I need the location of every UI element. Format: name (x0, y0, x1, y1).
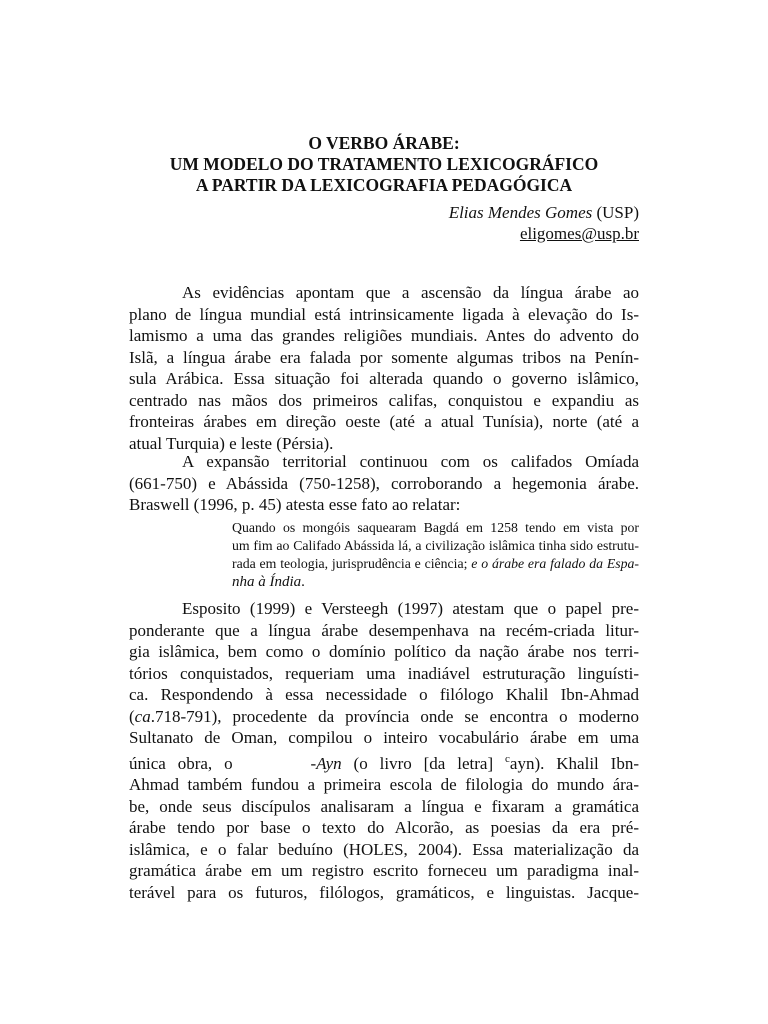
quote-line: Quando os mongóis saquearam Bagdá em 1258 tendo em vista por (232, 520, 639, 535)
text-line: sula Arábica. Essa situação foi alterada quando o governo islâmico, (129, 369, 639, 388)
author-line (449, 202, 639, 223)
text-line: centrado nas mãos dos primeiros califas, conquistou e expandiu as (129, 390, 639, 410)
quote-emphasis: e o árabe era falado da Espa- (471, 556, 640, 571)
text-line: Sultanato de Oman, compilou o inteiro vocabulário árabe em uma (129, 728, 639, 747)
text-fragment: (o livro [da letra] (341, 753, 506, 773)
superscript: c (505, 752, 510, 765)
text-emphasis: -Ayn (310, 753, 342, 773)
text-line: (661-750) e Abássida (750-1258), corroborando a hegemonia árabe. (129, 473, 639, 493)
text-line: plano de língua mundial está intrinsicamente ligada à elevação do Is- (129, 304, 639, 324)
title-line-2: UM MODELO DO TRATAMENTO LEXICOGRÁFICO (169, 154, 599, 174)
paragraph-3 (129, 598, 639, 903)
quote-line: um fim ao Califado Abássida lá, a civilização islâmica tinha sido estrutu- (232, 538, 639, 553)
text-line: gia islâmica, bem como o domínio político da nação árabe nos terri- (129, 642, 639, 661)
quote-line (232, 555, 639, 573)
quote-emphasis: nha à Índia (232, 574, 302, 590)
text-line: ca. Respondendo à essa necessidade o filólogo Khalil Ibn-Ahmad (129, 685, 639, 704)
text-line: Braswell (1996, p. 45) atesta esse fato ao relatar: (129, 495, 461, 514)
text-line: islâmica, e o falar beduíno (HOLES, 2004). Essa materialização da (129, 839, 639, 859)
text-fragment: .718-791), procedente da província onde se encontra o moderno (150, 706, 639, 726)
text-line: ponderante que a língua árabe desempenhava na recém-criada litur- (129, 620, 639, 640)
text-line: terável para os futuros, filólogos, gramáticos, e linguistas. Jacque- (129, 882, 639, 902)
author-email-link[interactable]: eligomes@usp.br (519, 224, 639, 243)
text-line (129, 706, 639, 728)
author-affiliation: (USP) (592, 203, 639, 222)
title-line-1: O VERBO ÁRABE: (308, 133, 460, 153)
paragraph-1 (129, 282, 639, 454)
paragraph-2 (129, 451, 639, 516)
text-line: fronteiras árabes em direção oeste (até a atual Tunísia), norte (até a (129, 412, 639, 431)
text-line: atual Turquia) e leste (Pérsia). (129, 433, 334, 453)
title-line-3: A PARTIR DA LEXICOGRAFIA PEDAGÓGICA (195, 175, 573, 195)
text-line: lamismo a uma das grandes religiões mundiais. Antes do advento do (129, 326, 639, 345)
quote-text: rada em teologia, jurisprudência e ciência; (232, 556, 472, 571)
text-fragment: ayn). Khalil Ibn- (509, 753, 639, 773)
quote-text: . (301, 574, 305, 590)
author-name: Elias Mendes Gomes (448, 203, 593, 222)
text-line (129, 749, 639, 775)
text-fragment: ( (129, 706, 135, 726)
text-line: A expansão territorial continuou com os califados Omíada (182, 452, 639, 471)
block-quote (232, 519, 639, 591)
text-line: gramática árabe em um registro escrito forneceu um paradigma inal- (129, 861, 639, 880)
text-line: Islã, a língua árabe era falada por somente algumas tribos na Penín- (129, 347, 639, 367)
text-line: Esposito (1999) e Versteegh (1997) atestam que o papel pre- (182, 599, 639, 618)
paper-title (0, 133, 768, 196)
text-line: Ahmad também fundou a primeira escola de filologia do mundo ára- (129, 775, 639, 794)
text-emphasis: ca (134, 706, 151, 726)
text-line: As evidências apontam que a ascensão da língua árabe ao (182, 283, 639, 302)
text-line: tórios conquistados, requeriam uma inadiável estruturação linguísti- (129, 663, 639, 683)
text-line: be, onde seus discípulos analisaram a língua e fixaram a gramática (129, 796, 639, 816)
quote-line (232, 573, 639, 591)
text-fragment: única obra, o (129, 753, 245, 773)
text-line: árabe tendo por base o texto do Alcorão, as poesias da era pré- (129, 818, 639, 837)
